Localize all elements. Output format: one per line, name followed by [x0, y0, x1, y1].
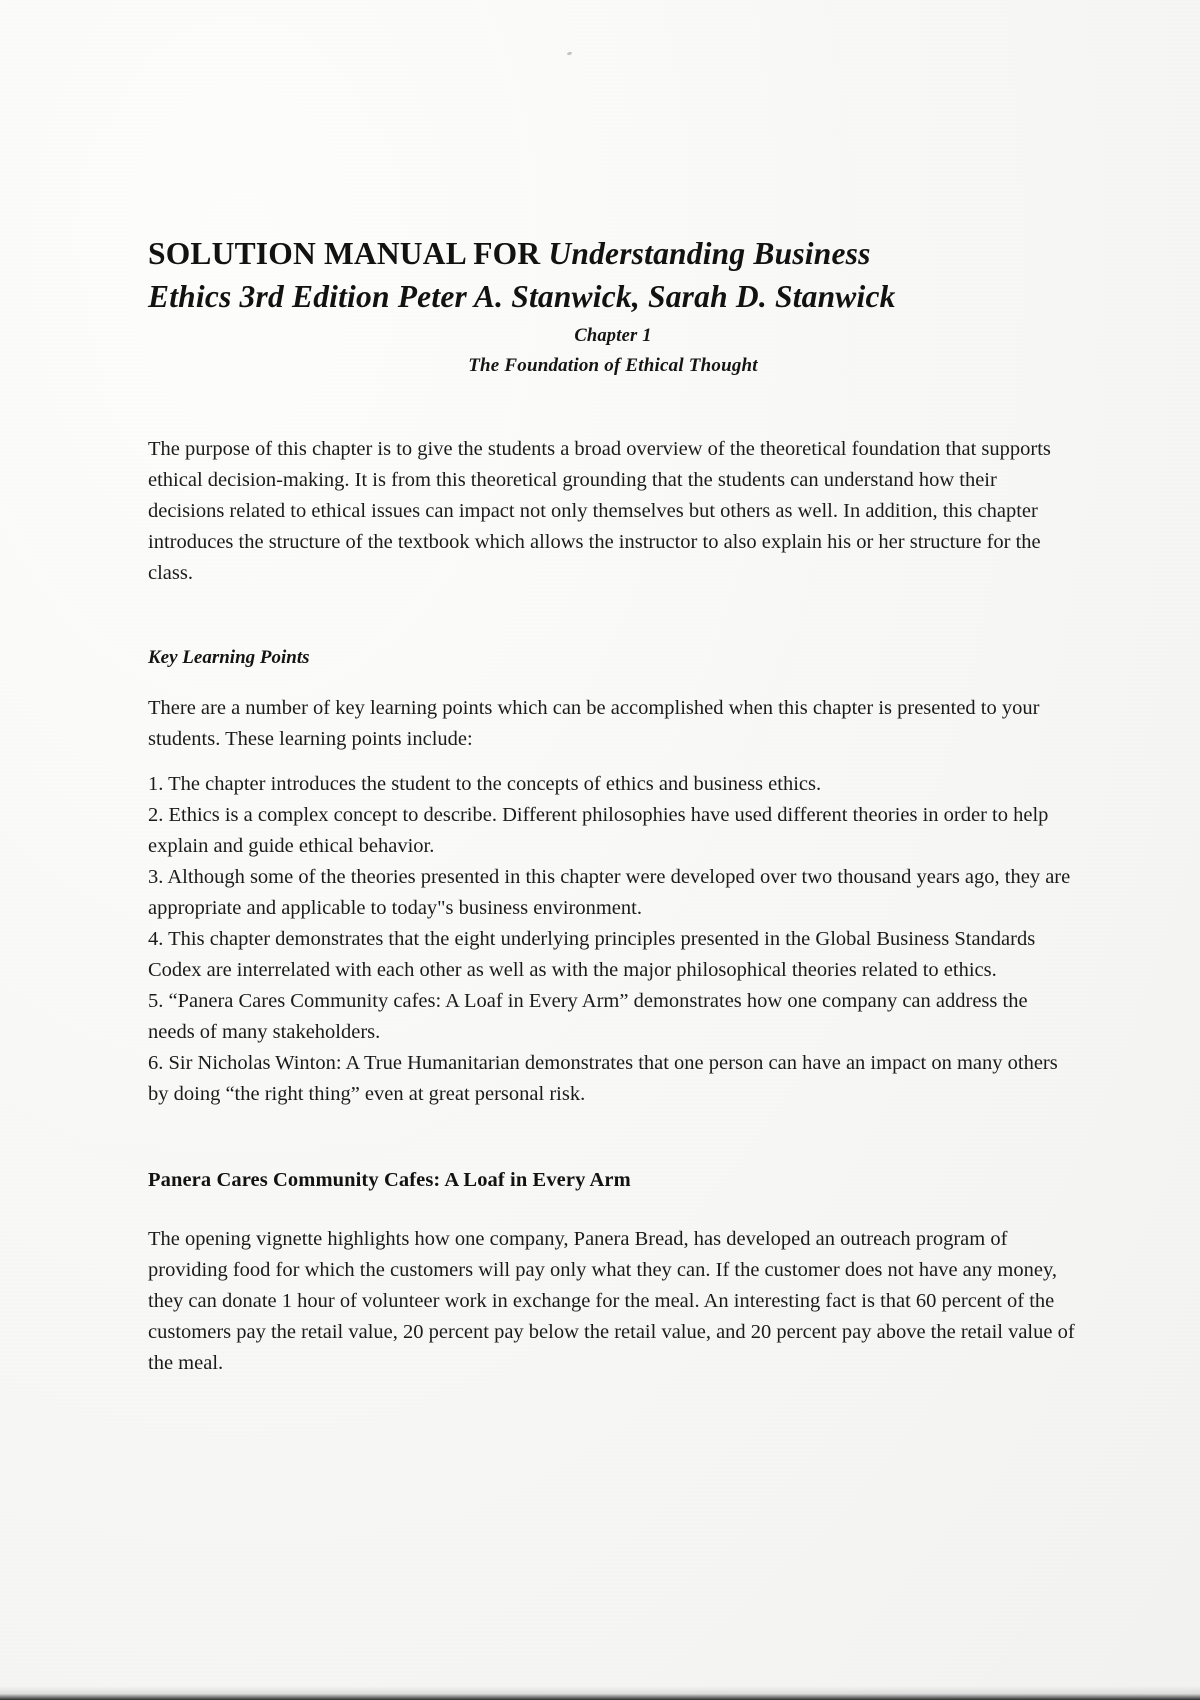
title-plain-part: SOLUTION MANUAL FOR	[148, 236, 549, 271]
key-learning-points-list	[148, 769, 1078, 1110]
intro-paragraph: The purpose of this chapter is to give the students a broad overview of the theoretical foundation that supports ethical decision-making. It is from this theoretical grounding that the students can understand how their decisions related to ethical issues can impact not only themselves but others as well. In addition, this chapter introduces the structure of the textbook which allows the instructor to also explain his or her structure for the class.	[148, 438, 1051, 584]
list-item: 5. “Panera Cares Community cafes: A Loaf in Every Arm” demonstrates how one company can address the needs of many stakeholders.	[148, 990, 1028, 1043]
title-italic-part-2: Ethics 3rd Edition Peter A. Stanwick, Sarah D. Stanwick	[148, 279, 896, 314]
list-item: 3. Although some of the theories presented in this chapter were developed over two thousand years ago, they are appropriate and applicable to today"s business environment.	[148, 866, 1071, 919]
page-title	[148, 0, 1078, 318]
title-italic-part-1: Understanding Business	[548, 236, 871, 271]
chapter-title: The Foundation of Ethical Thought	[468, 355, 758, 376]
page-edge-shadow	[0, 1686, 1200, 1700]
list-item: 6. Sir Nicholas Winton: A True Humanitarian demonstrates that one person can have an impact on many others by doing “the right thing” even at great personal risk.	[148, 1052, 1058, 1105]
document-body	[148, 0, 1078, 1379]
panera-cares-paragraph: The opening vignette highlights how one company, Panera Bread, has developed an outreach program of providing food for which the customers will pay only what they can. If the customer does not have any money, they can donate 1 hour of volunteer work in exchange for the meal. An interesting fact is that 60 percent of the customers pay the retail value, 20 percent pay below the retail value, and 20 percent pay above the retail value of the meal.	[148, 1228, 1075, 1374]
section-heading-key-learning-points: Key Learning Points	[148, 647, 310, 668]
list-item: 1. The chapter introduces the student to the concepts of ethics and business ethics.	[148, 773, 822, 795]
section-heading-panera-cares: Panera Cares Community Cafes: A Loaf in Every Arm	[148, 1169, 631, 1191]
chapter-label: Chapter 1	[574, 326, 652, 346]
list-item: 4. This chapter demonstrates that the eight underlying principles presented in the Global Business Standards Codex are interrelated with each other as well as with the major philosophical theories related to ethics.	[148, 928, 1036, 981]
list-item: 2. Ethics is a complex concept to describe. Different philosophies have used different theories in order to help explain and guide ethical behavior.	[148, 804, 1049, 857]
key-learning-points-intro: There are a number of key learning points which can be accomplished when this chapter is presented to your students. These learning points include:	[148, 697, 1040, 750]
